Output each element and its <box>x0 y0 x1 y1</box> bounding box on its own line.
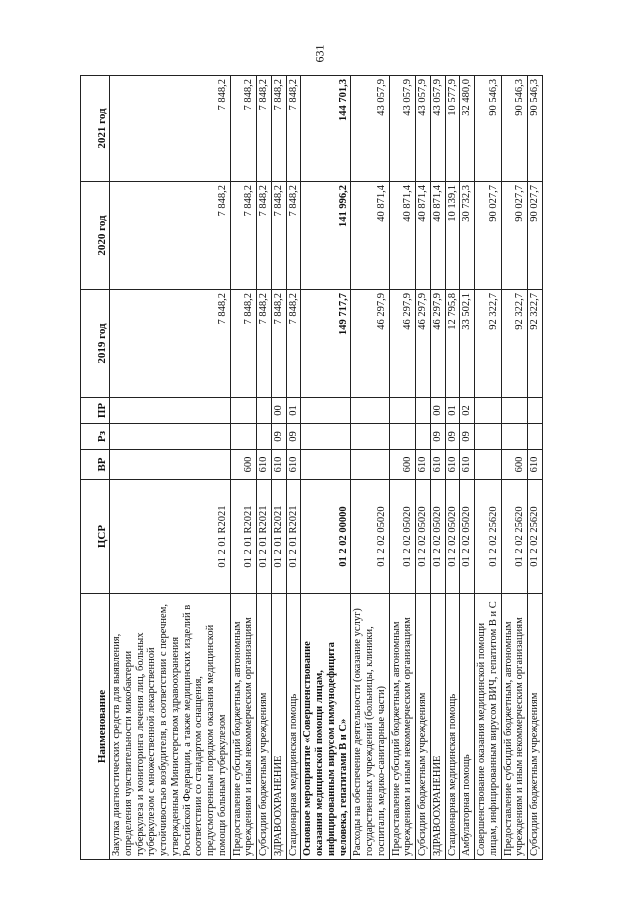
cell-pr <box>416 398 431 424</box>
table-row <box>257 76 272 860</box>
cell-csr: 01 2 02 05020 <box>416 480 431 594</box>
cell-rz <box>301 424 351 450</box>
cell-2019: 46 297,9 <box>430 290 445 398</box>
cell-2021: 43 057,9 <box>430 76 445 182</box>
header-vr: ВР <box>81 450 110 480</box>
cell-vr: 610 <box>445 450 460 480</box>
cell-rz <box>230 424 257 450</box>
cell-vr: 610 <box>286 450 301 480</box>
cell-2019: 92 322,7 <box>475 290 502 398</box>
cell-2019: 46 297,9 <box>389 290 416 398</box>
cell-vr: 610 <box>416 450 431 480</box>
cell-name: Стационарная медицинская помощь <box>286 594 301 860</box>
header-2020: 2020 год <box>81 182 110 290</box>
cell-name: Предоставление субсидий бюджетным, автономным учреждениям и иным некоммерческим организациям <box>389 594 416 860</box>
cell-2020: 7 848,2 <box>286 182 301 290</box>
table-row <box>301 76 351 860</box>
cell-name: ЗДРАВООХРАНЕНИЕ <box>271 594 286 860</box>
cell-pr: 01 <box>286 398 301 424</box>
cell-2019: 33 502,1 <box>460 290 475 398</box>
header-2019: 2019 год <box>81 290 110 398</box>
cell-2020: 30 732,3 <box>460 182 475 290</box>
cell-2021: 43 057,9 <box>351 76 389 182</box>
cell-2020: 90 027,7 <box>528 182 543 290</box>
cell-2021: 32 480,0 <box>460 76 475 182</box>
cell-csr: 01 2 01 R2021 <box>286 480 301 594</box>
cell-vr <box>475 450 502 480</box>
cell-csr: 01 2 02 00000 <box>301 480 351 594</box>
cell-2019: 7 848,2 <box>286 290 301 398</box>
header-rz: Рз <box>81 424 110 450</box>
cell-rz: 09 <box>430 424 445 450</box>
cell-name: Совершенствование оказания медицинской помощи лицам, инфицированным вирусом ВИЧ, гепатитом В и С <box>475 594 502 860</box>
header-csr: ЦСР <box>81 480 110 594</box>
cell-rz: 09 <box>271 424 286 450</box>
table-row <box>351 76 389 860</box>
cell-2021: 144 701,3 <box>301 76 351 182</box>
cell-2021: 7 848,2 <box>257 76 272 182</box>
cell-2019: 12 795,8 <box>445 290 460 398</box>
table-row <box>475 76 502 860</box>
cell-2020: 7 848,2 <box>271 182 286 290</box>
cell-pr <box>389 398 416 424</box>
cell-rz: 09 <box>460 424 475 450</box>
cell-2019: 7 848,2 <box>110 290 231 398</box>
cell-2019: 7 848,2 <box>257 290 272 398</box>
cell-vr <box>301 450 351 480</box>
cell-vr <box>351 450 389 480</box>
rotated-table-container <box>80 76 566 860</box>
cell-2021: 90 546,3 <box>528 76 543 182</box>
cell-name: Амбулаторная помощь <box>460 594 475 860</box>
cell-2020: 141 996,2 <box>301 182 351 290</box>
cell-2021: 90 546,3 <box>475 76 502 182</box>
cell-rz <box>351 424 389 450</box>
cell-2020: 90 027,7 <box>475 182 502 290</box>
cell-vr: 600 <box>389 450 416 480</box>
cell-pr: 00 <box>271 398 286 424</box>
cell-csr: 01 2 02 05020 <box>445 480 460 594</box>
cell-2021: 43 057,9 <box>416 76 431 182</box>
cell-2020: 40 871,4 <box>351 182 389 290</box>
cell-2021: 43 057,9 <box>389 76 416 182</box>
table-header-row <box>81 76 110 860</box>
cell-name: Основное мероприятие «Совершенствование оказания медицинской помощи лицам, инфицированным вирусом иммунодефицита человека, гепатитами В и С» <box>301 594 351 860</box>
cell-rz <box>416 424 431 450</box>
cell-vr: 600 <box>501 450 528 480</box>
cell-2020: 7 848,2 <box>110 182 231 290</box>
cell-csr: 01 2 02 05020 <box>389 480 416 594</box>
cell-2020: 40 871,4 <box>416 182 431 290</box>
cell-vr <box>110 450 231 480</box>
table-row <box>271 76 286 860</box>
cell-vr: 610 <box>271 450 286 480</box>
cell-name: Стационарная медицинская помощь <box>445 594 460 860</box>
header-2021: 2021 год <box>81 76 110 182</box>
cell-pr <box>528 398 543 424</box>
cell-pr <box>351 398 389 424</box>
cell-pr: 01 <box>445 398 460 424</box>
cell-pr <box>230 398 257 424</box>
cell-csr: 01 2 02 05020 <box>460 480 475 594</box>
cell-2021: 90 546,3 <box>501 76 528 182</box>
cell-2020: 10 139,1 <box>445 182 460 290</box>
cell-csr: 01 2 01 R2021 <box>257 480 272 594</box>
cell-rz <box>110 424 231 450</box>
cell-pr: 00 <box>430 398 445 424</box>
cell-2019: 46 297,9 <box>351 290 389 398</box>
cell-csr: 01 2 01 R2021 <box>110 480 231 594</box>
table-row <box>286 76 301 860</box>
cell-2019: 92 322,7 <box>528 290 543 398</box>
table-row <box>460 76 475 860</box>
cell-name: ЗДРАВООХРАНЕНИЕ <box>430 594 445 860</box>
cell-2021: 7 848,2 <box>230 76 257 182</box>
table-body <box>110 76 543 860</box>
cell-rz <box>389 424 416 450</box>
table-row <box>416 76 431 860</box>
cell-pr: 02 <box>460 398 475 424</box>
cell-2020: 40 871,4 <box>430 182 445 290</box>
cell-name: Расходы на обеспечение деятельности (оказание услуг) государственных учреждений (больницы, клиники, госпитали, медико-санитарные части) <box>351 594 389 860</box>
cell-csr: 01 2 01 R2021 <box>230 480 257 594</box>
header-name: Наименование <box>81 594 110 860</box>
cell-2019: 7 848,2 <box>271 290 286 398</box>
cell-vr: 610 <box>528 450 543 480</box>
cell-2021: 10 577,9 <box>445 76 460 182</box>
cell-2019: 7 848,2 <box>230 290 257 398</box>
cell-2020: 7 848,2 <box>257 182 272 290</box>
cell-vr: 610 <box>257 450 272 480</box>
header-pr: ПР <box>81 398 110 424</box>
cell-name: Закупка диагностических средств для выявления, определения чувствительности микобактерии туберкулеза и мониторинга лечения лиц, больных туберкулезом с множественной лекарственной устойчивостью возбудителя, в соответствии с перечнем, утвержденным Министерством здравоохранения Российской Федерации, а также медицинских изделий в соответствии со стандартом оснащения, предусмотренным порядком оказания медицинской помощи больным туберкулезом <box>110 594 231 860</box>
table-row <box>230 76 257 860</box>
cell-pr <box>501 398 528 424</box>
cell-name: Субсидии бюджетным учреждениям <box>528 594 543 860</box>
table-row <box>501 76 528 860</box>
cell-rz: 09 <box>445 424 460 450</box>
cell-rz <box>501 424 528 450</box>
cell-csr: 01 2 02 05020 <box>351 480 389 594</box>
cell-csr: 01 2 02 25620 <box>501 480 528 594</box>
cell-2019: 46 297,9 <box>416 290 431 398</box>
table-row <box>110 76 231 860</box>
cell-rz <box>257 424 272 450</box>
cell-pr <box>257 398 272 424</box>
cell-2020: 7 848,2 <box>230 182 257 290</box>
cell-vr: 610 <box>430 450 445 480</box>
cell-2021: 7 848,2 <box>271 76 286 182</box>
cell-2020: 90 027,7 <box>501 182 528 290</box>
cell-name: Предоставление субсидий бюджетным, автономным учреждениям и иным некоммерческим организациям <box>501 594 528 860</box>
cell-name: Предоставление субсидий бюджетным, автономным учреждениям и иным некоммерческим организациям <box>230 594 257 860</box>
budget-table <box>80 75 543 860</box>
cell-pr <box>110 398 231 424</box>
cell-2021: 7 848,2 <box>110 76 231 182</box>
cell-pr <box>475 398 502 424</box>
cell-2020: 40 871,4 <box>389 182 416 290</box>
cell-rz <box>475 424 502 450</box>
table-row <box>528 76 543 860</box>
cell-2019: 149 717,7 <box>301 290 351 398</box>
table-row <box>445 76 460 860</box>
cell-rz: 09 <box>286 424 301 450</box>
cell-pr <box>301 398 351 424</box>
cell-vr: 600 <box>230 450 257 480</box>
table-row <box>389 76 416 860</box>
cell-2019: 92 322,7 <box>501 290 528 398</box>
cell-name: Субсидии бюджетным учреждениям <box>257 594 272 860</box>
cell-rz <box>528 424 543 450</box>
cell-csr: 01 2 02 25620 <box>475 480 502 594</box>
table-row <box>430 76 445 860</box>
cell-name: Субсидии бюджетным учреждениям <box>416 594 431 860</box>
cell-csr: 01 2 01 R2021 <box>271 480 286 594</box>
cell-2021: 7 848,2 <box>286 76 301 182</box>
cell-vr: 610 <box>460 450 475 480</box>
page-number: 631 <box>312 44 327 63</box>
cell-csr: 01 2 02 25620 <box>528 480 543 594</box>
cell-csr: 01 2 02 05020 <box>430 480 445 594</box>
